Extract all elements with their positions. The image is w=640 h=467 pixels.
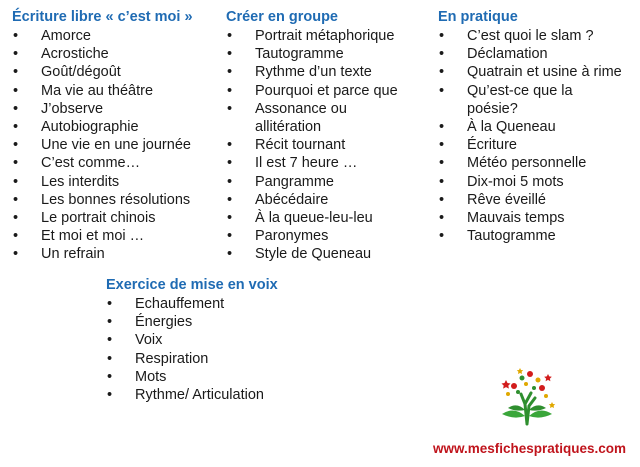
list-item: • À la Queneau: [438, 118, 638, 136]
list-item: • Mots: [106, 368, 366, 386]
list-item: • Il est 7 heure …: [226, 154, 434, 172]
list-item: • Météo personnelle: [438, 154, 638, 172]
list-item: • Pangramme: [226, 173, 434, 191]
list-item: • Echauffement: [106, 295, 366, 313]
exercise-list: [438, 27, 638, 245]
list-item: • Rythme d’un texte: [226, 63, 434, 81]
list-item: • Amorce: [12, 27, 227, 45]
column-title: En pratique: [438, 9, 518, 25]
list-item: • Acrostiche: [12, 45, 227, 63]
list-item: • Qu’est-ce que la poésie?: [438, 82, 597, 118]
list-item: • Les bonnes résolutions: [12, 191, 227, 209]
list-item: • Les interdits: [12, 173, 227, 191]
list-item: • Respiration: [106, 350, 366, 368]
list-item: • Autobiographie: [12, 118, 227, 136]
list-item: • Ma vie au théâtre: [12, 82, 227, 100]
list-item: • Quatrain et usine à rime: [438, 63, 638, 81]
column-creer-en-groupe: [226, 8, 434, 264]
list-item: • Écriture: [438, 136, 638, 154]
list-item: • Tautogramme: [226, 45, 434, 63]
list-item: • Rêve éveillé: [438, 191, 638, 209]
list-item: • Le portrait chinois: [12, 209, 227, 227]
column-title: Créer en groupe: [226, 9, 338, 25]
list-item: • Et moi et moi …: [12, 227, 227, 245]
list-item: • Pourquoi et parce que: [226, 82, 434, 100]
column-en-pratique: [438, 8, 638, 245]
list-item: • Assonance ou allitération: [226, 100, 395, 136]
list-item: • Une vie en une journée: [12, 136, 227, 154]
list-item: • Voix: [106, 331, 366, 349]
list-item: • Dix-moi 5 mots: [438, 173, 638, 191]
list-item: • Déclamation: [438, 45, 638, 63]
list-item: • C’est quoi le slam ?: [438, 27, 638, 45]
list-item: • Un refrain: [12, 245, 227, 263]
list-item: • C’est comme…: [12, 154, 227, 172]
exercise-list: [226, 27, 434, 264]
list-item: • Goût/dégoût: [12, 63, 227, 81]
list-item: • Abécédaire: [226, 191, 434, 209]
list-item: • J’observe: [12, 100, 227, 118]
tree-logo-icon: [494, 364, 560, 426]
column-title: Exercice de mise en voix: [106, 277, 278, 293]
exercise-list: [106, 295, 366, 404]
column-ecriture-libre: [12, 8, 227, 264]
list-item: • Récit tournant: [226, 136, 434, 154]
list-item: • Style de Queneau: [226, 245, 434, 263]
list-item: • Portrait métaphorique: [226, 27, 434, 45]
list-item: • Mauvais temps: [438, 209, 638, 227]
column-title: Écriture libre « c’est moi »: [12, 9, 193, 25]
column-mise-en-voix: [106, 276, 366, 404]
website-url[interactable]: www.mesfichespratiques.com: [432, 441, 626, 456]
list-item: • Rythme/ Articulation: [106, 386, 366, 404]
list-item: • Énergies: [106, 313, 366, 331]
list-item: • Paronymes: [226, 227, 434, 245]
list-item: • Tautogramme: [438, 227, 638, 245]
exercise-list: [12, 27, 227, 264]
list-item: • À la queue-leu-leu: [226, 209, 434, 227]
